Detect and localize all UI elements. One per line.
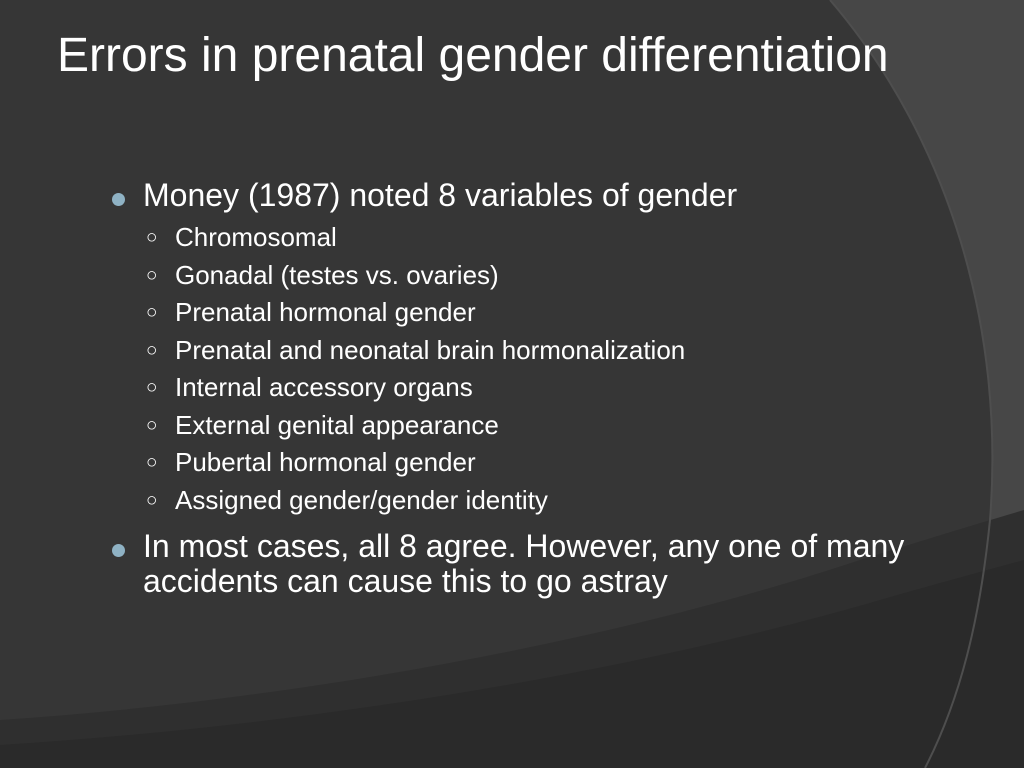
hollow-circle-icon: ○ (146, 452, 158, 473)
bullet-item-2 (112, 529, 912, 599)
sub-bullet-list (112, 219, 912, 519)
sub-bullet-item (112, 407, 912, 445)
sub-bullet-item (112, 369, 912, 407)
slide-content (112, 178, 912, 605)
sub-bullet-text: Gonadal (testes vs. ovaries) (175, 259, 499, 290)
sub-bullet-text: Prenatal hormonal gender (175, 297, 476, 327)
sub-bullet-item (112, 482, 912, 520)
bullet-dot-icon (112, 544, 125, 557)
hollow-circle-icon: ○ (146, 489, 158, 511)
hollow-circle-icon: ○ (146, 414, 158, 436)
sub-bullet-text: Assigned gender/gender identity (175, 484, 548, 515)
sub-bullet-text: External genital appearance (175, 409, 499, 440)
sub-bullet-text: Pubertal hormonal gender (175, 447, 476, 477)
sub-bullet-item (112, 332, 912, 370)
hollow-circle-icon: ○ (146, 377, 158, 398)
bullet-item-1 (112, 178, 912, 213)
hollow-circle-icon: ○ (146, 339, 158, 361)
hollow-circle-icon: ○ (146, 302, 158, 323)
slide-title: Errors in prenatal gender differentiation (57, 29, 889, 82)
sub-bullet-item (112, 219, 912, 257)
bullet-text: Money (1987) noted 8 variables of gender (143, 177, 738, 213)
sub-bullet-item (112, 294, 912, 332)
bullet-dot-icon (112, 193, 125, 206)
sub-bullet-item (112, 257, 912, 295)
sub-bullet-text: Prenatal and neonatal brain hormonalization (175, 334, 686, 365)
sub-bullet-text: Chromosomal (175, 222, 337, 252)
hollow-circle-icon: ○ (146, 227, 158, 248)
sub-bullet-text: Internal accessory organs (175, 372, 473, 402)
hollow-circle-icon: ○ (146, 264, 158, 286)
sub-bullet-item (112, 444, 912, 482)
bullet-text: In most cases, all 8 agree. However, any one of many accidents can cause this to go astray (143, 528, 905, 599)
